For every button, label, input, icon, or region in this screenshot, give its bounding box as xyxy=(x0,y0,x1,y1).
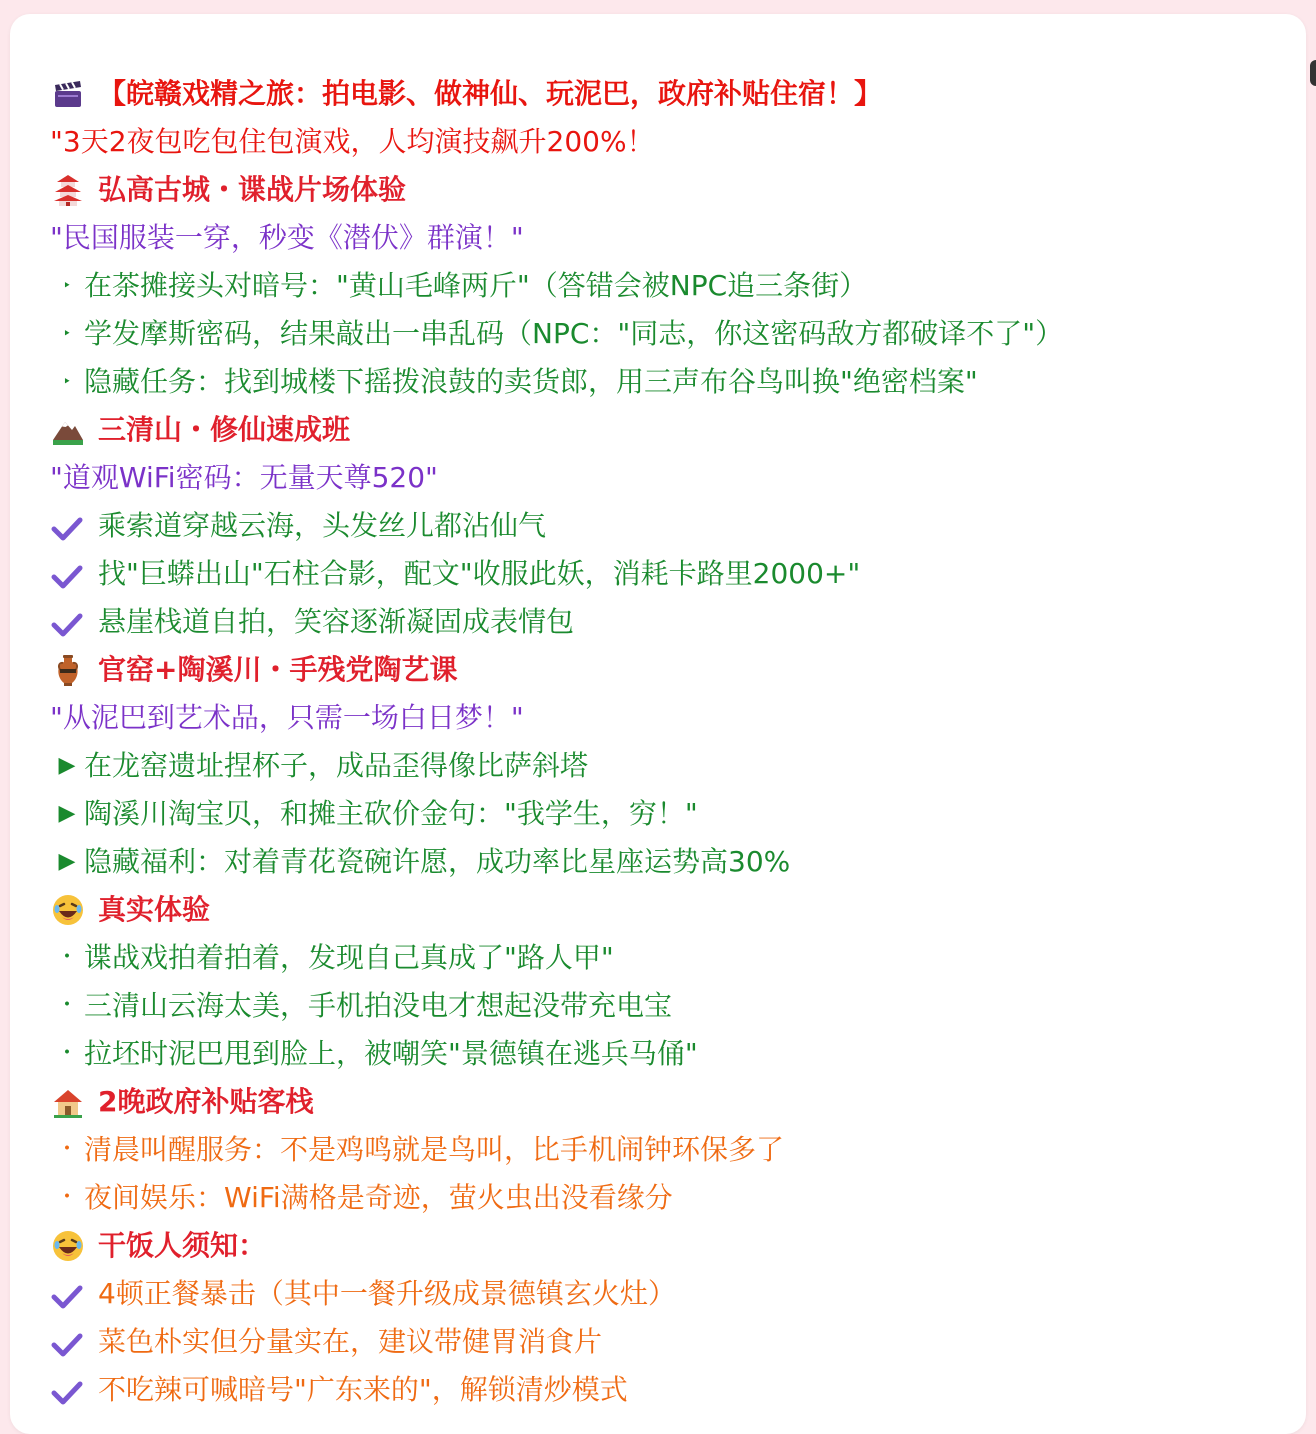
triangle-bullet: ▶ xyxy=(58,849,76,874)
post-content xyxy=(50,70,1300,1414)
list-item-text: 拉坯时泥巴甩到脸上，被嘲笑"景德镇在逃兵马俑" xyxy=(84,1037,698,1070)
list-item xyxy=(50,934,1300,982)
list-item xyxy=(50,742,1300,790)
list-item-text: 4顿正餐暴击（其中一餐升级成景德镇玄火灶） xyxy=(98,1277,676,1310)
list-item-text: 乘索道穿越云海，头发丝儿都沾仙气 xyxy=(98,509,547,542)
triangle-bullet: ‣ xyxy=(62,374,72,390)
check-mark-icon xyxy=(50,604,86,640)
laughing-face-icon xyxy=(50,892,86,928)
triangle-bullet: ‣ xyxy=(62,278,72,294)
list-item-text: 学发摩斯密码，结果敲出一串乱码（NPC："同志，你这密码敌方都破译不了"） xyxy=(84,317,1064,350)
list-item xyxy=(50,1366,1300,1414)
title-text: 【皖赣戏精之旅：拍电影、做神仙、玩泥巴，政府补贴住宿！】 xyxy=(98,77,883,110)
list-item-text: 悬崖栈道自拍，笑容逐渐凝固成表情包 xyxy=(98,605,575,638)
check-mark-icon xyxy=(50,508,86,544)
list-item xyxy=(50,310,1300,358)
title-line xyxy=(50,70,1300,118)
list-item xyxy=(50,1270,1300,1318)
amphora-icon xyxy=(50,652,86,688)
list-item-text: 三清山云海太美，手机拍没电才想起没带充电宝 xyxy=(84,989,673,1022)
list-item-text: 隐藏福利：对着青花瓷碗许愿，成功率比星座运势高30% xyxy=(84,845,791,878)
section-heading-text: 弘高古城・谍战片场体验 xyxy=(98,173,407,206)
clapper-board-icon xyxy=(50,76,86,112)
triangle-bullet: ▶ xyxy=(58,753,76,778)
list-item-text: 菜色朴实但分量实在，建议带健胃消食片 xyxy=(98,1325,603,1358)
section-heading-food xyxy=(50,1222,1300,1270)
list-item-text: 清晨叫醒服务：不是鸡鸣就是鸟叫，比手机闹钟环保多了 xyxy=(84,1133,785,1166)
dot-bullet: ・ xyxy=(55,1137,78,1162)
section-heading-sanqing xyxy=(50,406,1300,454)
section-quote xyxy=(50,214,1300,262)
list-item xyxy=(50,262,1300,310)
list-item xyxy=(50,1318,1300,1366)
list-item xyxy=(50,982,1300,1030)
section-quote xyxy=(50,694,1300,742)
section-heading-text: 官窑+陶溪川・手残党陶艺课 xyxy=(98,653,458,686)
pagoda-icon xyxy=(50,172,86,208)
check-mark-icon xyxy=(50,1276,86,1312)
dot-bullet: ・ xyxy=(55,993,78,1018)
list-item xyxy=(50,1126,1300,1174)
list-item-text: 谍战戏拍着拍着，发现自己真成了"路人甲" xyxy=(84,941,614,974)
dot-bullet: ・ xyxy=(55,1185,78,1210)
list-item xyxy=(50,598,1300,646)
list-item xyxy=(50,790,1300,838)
check-mark-icon xyxy=(50,1372,86,1408)
section-heading-text: 干饭人须知： xyxy=(98,1229,267,1262)
section-heading-text: 真实体验 xyxy=(98,893,211,926)
post-card xyxy=(10,14,1306,1434)
house-icon xyxy=(50,1084,86,1120)
mountain-icon xyxy=(50,412,86,448)
list-item-text: 不吃辣可喊暗号"广东来的"，解锁清炒模式 xyxy=(98,1373,628,1406)
check-mark-icon xyxy=(50,1324,86,1360)
section-heading-hongcun xyxy=(50,166,1300,214)
list-item xyxy=(50,358,1300,406)
triangle-bullet: ▶ xyxy=(58,801,76,826)
section-heading-guanyao xyxy=(50,646,1300,694)
list-item-text: 在龙窑遗址捏杯子，成品歪得像比萨斜塔 xyxy=(84,749,589,782)
section-heading-inn xyxy=(50,1078,1300,1126)
check-mark-icon xyxy=(50,556,86,592)
section-quote xyxy=(50,454,1300,502)
list-item-text: 在茶摊接头对暗号："黄山毛峰两斤"（答错会被NPC追三条街） xyxy=(84,269,868,302)
list-item-text: 陶溪川淘宝贝，和摊主砍价金句："我学生，穷！" xyxy=(84,797,698,830)
quote-text: "民国服装一穿，秒变《潜伏》群演！" xyxy=(50,221,524,254)
dot-bullet: ・ xyxy=(55,945,78,970)
intro-text: "3天2夜包吃包住包演戏，人均演技飙升200%！ xyxy=(50,125,655,158)
laughing-face-icon xyxy=(50,1228,86,1264)
list-item xyxy=(50,1174,1300,1222)
triangle-bullet: ‣ xyxy=(62,326,72,342)
list-item xyxy=(50,502,1300,550)
section-heading-real xyxy=(50,886,1300,934)
quote-text: "从泥巴到艺术品，只需一场白日梦！" xyxy=(50,701,524,734)
dot-bullet: ・ xyxy=(55,1041,78,1066)
list-item-text: 找"巨蟒出山"石柱合影，配文"收服此妖，消耗卡路里2000+" xyxy=(98,557,861,590)
quote-text: "道观WiFi密码：无量天尊520" xyxy=(50,461,438,494)
list-item-text: 隐藏任务：找到城楼下摇拨浪鼓的卖货郎，用三声布谷鸟叫换"绝密档案" xyxy=(84,365,978,398)
section-heading-text: 2晚政府补贴客栈 xyxy=(98,1085,314,1118)
list-item xyxy=(50,1030,1300,1078)
list-item xyxy=(50,838,1300,886)
list-item xyxy=(50,550,1300,598)
scroll-edge-indicator[interactable] xyxy=(1310,60,1316,86)
intro-line xyxy=(50,118,1300,166)
section-heading-text: 三清山・修仙速成班 xyxy=(98,413,351,446)
list-item-text: 夜间娱乐：WiFi满格是奇迹，萤火虫出没看缘分 xyxy=(84,1181,673,1214)
